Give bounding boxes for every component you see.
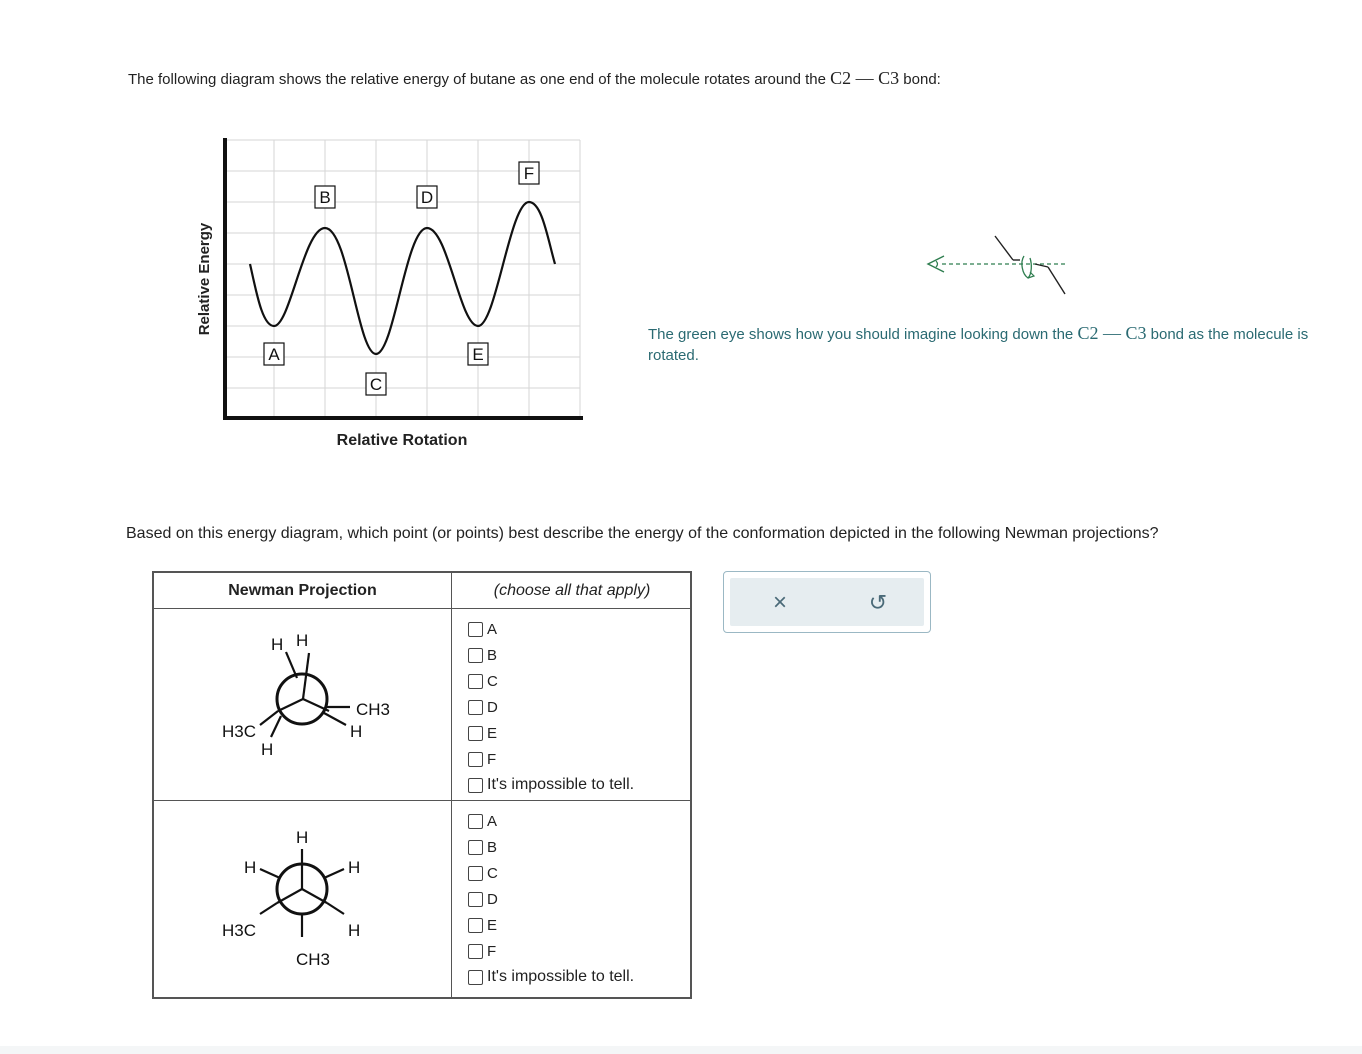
close-icon: ×	[772, 589, 787, 616]
intro-sentence: The following diagram shows the relative energy of butane as one end of the molecule rotates around the	[128, 71, 826, 88]
option-a-1[interactable]: A	[468, 616, 634, 642]
option-e-2[interactable]: E	[468, 912, 634, 938]
page-footer	[0, 1046, 1362, 1054]
checkbox-impossible-1[interactable]	[468, 778, 483, 793]
option-d-2[interactable]: D	[468, 886, 634, 912]
clear-button[interactable]	[750, 578, 810, 628]
eye-note	[648, 323, 1328, 366]
checkbox-e-2[interactable]	[468, 918, 483, 933]
newman2-label-h-top: H	[296, 828, 309, 847]
point-label-d: D	[420, 188, 434, 207]
intro-suffix: bond:	[903, 71, 941, 88]
option-e-1[interactable]: E	[468, 720, 634, 746]
newman2-label-h-left: H	[244, 858, 257, 877]
question-text: Based on this energy diagram, which point (or points) best describe the energy of the conformation depicted in the following Newman projections?	[126, 525, 1159, 542]
checkbox-c-1[interactable]	[468, 674, 483, 689]
eye-icon	[920, 228, 1080, 303]
table-divider	[154, 608, 690, 609]
eye-note-suffix: bond as the molecule is rotated.	[648, 326, 1309, 364]
newman2-label-h3c: H3C	[222, 921, 257, 940]
checkbox-b-1[interactable]	[468, 648, 483, 663]
option-b-2[interactable]: B	[468, 834, 634, 860]
newman1-label-h-top-left: H	[271, 635, 284, 654]
newman1-label-h3c: H3C	[222, 722, 257, 741]
checkbox-d-2[interactable]	[468, 892, 483, 907]
newman-projection-2	[214, 821, 414, 971]
checkbox-f-2[interactable]	[468, 944, 483, 959]
checkbox-f-1[interactable]	[468, 752, 483, 767]
newman1-label-ch3: CH3	[356, 700, 391, 719]
undo-icon: ↺	[868, 590, 888, 615]
y-axis-label: Relative Energy	[196, 222, 213, 336]
option-b-1[interactable]: B	[468, 642, 634, 668]
option-c-1[interactable]: C	[468, 668, 634, 694]
option-a-2[interactable]: A	[468, 808, 634, 834]
intro-bond: C2 — C3	[830, 68, 900, 88]
point-label-b: B	[319, 188, 331, 207]
checkbox-a-1[interactable]	[468, 622, 483, 637]
newman1-label-h-top-right: H	[296, 631, 309, 650]
column-header-choices: (choose all that apply)	[493, 582, 651, 599]
reset-button[interactable]	[848, 578, 908, 628]
checkbox-b-2[interactable]	[468, 840, 483, 855]
table-column-divider	[451, 573, 452, 997]
newman1-label-h-bottom: H	[261, 740, 274, 759]
newman2-label-h-right-bottom: H	[348, 921, 361, 940]
eye-note-bond: C2 — C3	[1077, 323, 1147, 343]
checkbox-e-1[interactable]	[468, 726, 483, 741]
eye-note-text: The green eye shows how you should imagine looking down the	[648, 326, 1074, 343]
newman-projection-1	[214, 625, 414, 775]
checkbox-c-2[interactable]	[468, 866, 483, 881]
intro-text	[128, 68, 941, 89]
checkbox-d-1[interactable]	[468, 700, 483, 715]
checkbox-impossible-2[interactable]	[468, 970, 483, 985]
point-label-e: E	[472, 345, 484, 364]
answer-controls	[723, 571, 931, 633]
column-header-newman: Newman Projection	[228, 582, 377, 599]
point-label-f: F	[523, 164, 535, 183]
newman2-label-ch3: CH3	[296, 950, 331, 969]
options-group-2	[468, 808, 634, 990]
option-impossible-1[interactable]: It's impossible to tell.	[468, 772, 634, 798]
option-f-2[interactable]: F	[468, 938, 634, 964]
option-d-1[interactable]: D	[468, 694, 634, 720]
answer-table	[152, 571, 692, 999]
energy-curve	[250, 202, 555, 354]
table-divider	[154, 800, 690, 801]
option-impossible-2[interactable]: It's impossible to tell.	[468, 964, 634, 990]
option-c-2[interactable]: C	[468, 860, 634, 886]
x-axis-label: Relative Rotation	[336, 432, 468, 449]
checkbox-a-2[interactable]	[468, 814, 483, 829]
controls-panel	[730, 578, 924, 626]
newman2-label-h-right-top: H	[348, 858, 361, 877]
option-f-1[interactable]: F	[468, 746, 634, 772]
energy-diagram	[190, 130, 590, 460]
options-group-1	[468, 616, 634, 798]
point-label-c: C	[369, 375, 383, 394]
newman1-label-h-right: H	[350, 722, 363, 741]
point-label-a: A	[268, 345, 280, 364]
